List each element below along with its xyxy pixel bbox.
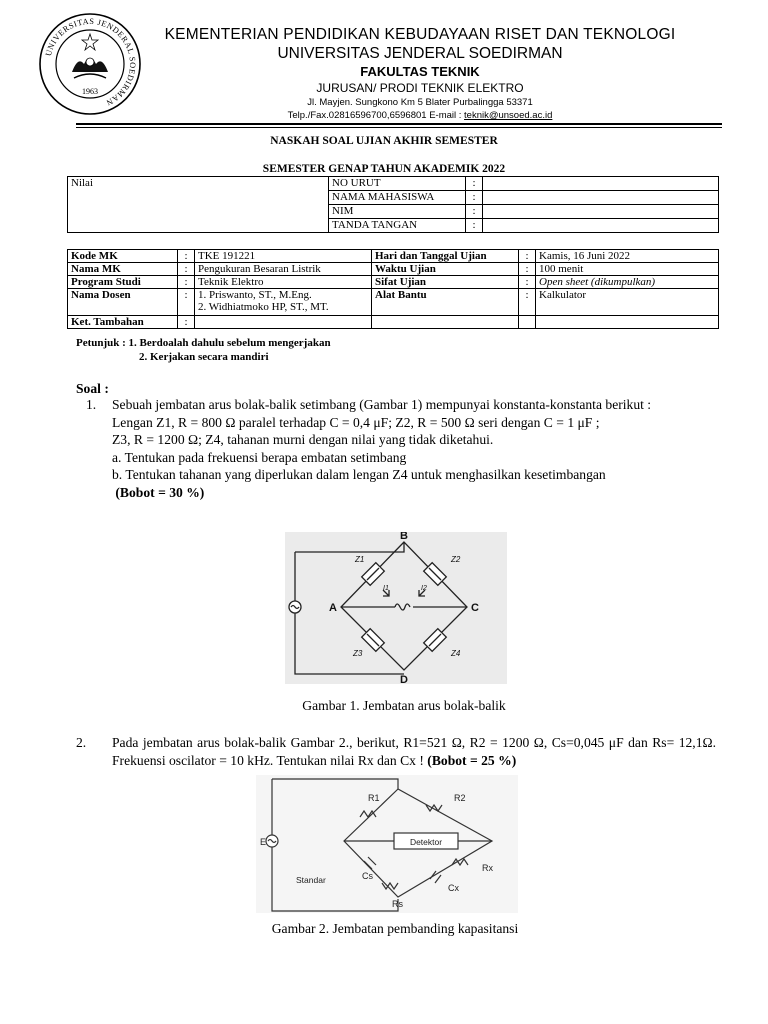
university-seal-icon [38, 12, 142, 116]
tanda-tangan-field[interactable] [483, 219, 719, 233]
svg-text:E: E [260, 837, 267, 847]
hari-value: Kamis, 16 Juni 2022 [536, 250, 719, 263]
svg-text:Rs: Rs [392, 899, 403, 909]
prodi-value: Teknik Elektro [195, 276, 372, 289]
logo-ring-text: UNIVERSITAS JENDERAL SOEDIRMAN [43, 16, 138, 108]
nama-mk-value: Pengukuran Besaran Listrik [195, 263, 372, 276]
header-rule [76, 123, 722, 125]
svg-text:Z4: Z4 [451, 649, 461, 658]
id-label: NIM [329, 205, 466, 219]
contact-line: Telp./Fax.02816596700,6596801 E-mail : teknik@unsoed.ac.id [287, 110, 553, 121]
question-number: 2. [76, 735, 87, 750]
figure-1-bridge-diagram [285, 532, 507, 684]
question-1-text: Sebuah jembatan arus bolak-balik setimbang (Gambar 1) mempunyai konstanta-konstanta berikut : Lengan Z1, R = 800 Ω paralel terhadap C = 0,4 μF; Z2, R = 500 Ω seri dengan C = 1 μF ; Z3, R = 1200 Ω; Z4, tahanan murni dengan nilai yang tidak diketahui. a. Tentukan pada frekuensi berapa embatan setimbang b. Tentukan tahanan yang diperlukan dalam lengan Z4 untuk menghasilkan kesetimbangan (Bobot = 30 %) [112, 397, 652, 500]
svg-text:B: B [400, 532, 408, 542]
alat-value: Kalkulator [536, 289, 719, 316]
dosen-value: 1. Priswanto, ST., M.Eng. 2. Widhiatmoko HP, ST., MT. [195, 289, 372, 316]
id-label: TANDA TANGAN [329, 219, 466, 233]
logo-year: 1963 [82, 87, 98, 96]
id-label: NAMA MAHASISWA [329, 191, 466, 205]
nilai-box: Nilai [68, 177, 329, 233]
kode-mk-value: TKE 191221 [195, 250, 372, 263]
svg-text:R1: R1 [368, 793, 380, 803]
semester-title: SEMESTER GENAP TAHUN AKADEMIK 2022 [262, 163, 506, 175]
department-name: JURUSAN/ PRODI TEKNIK ELEKTRO [316, 81, 524, 95]
instructions: Petunjuk : 1. Berdoalah dahulu sebelum mengerjakan 2. Kerjakan secara mandiri [76, 337, 331, 363]
soal-heading: Soal : [76, 381, 109, 396]
no-urut-field[interactable] [483, 177, 719, 191]
nama-mahasiswa-field[interactable] [483, 191, 719, 205]
address: Jl. Mayjen. Sungkono Km 5 Blater Purbalingga 53371 [307, 97, 533, 108]
student-identity-table: Nilai NO URUT : NAMA MAHASISWA : NIM : TANDA TANGAN : [67, 176, 719, 233]
svg-text:Detektor: Detektor [409, 837, 443, 847]
svg-text:I1: I1 [383, 585, 389, 592]
header-rule-thin [76, 127, 722, 128]
svg-text:Standar: Standar [296, 875, 326, 885]
waktu-value: 100 menit [536, 263, 719, 276]
question-number: 1. [86, 397, 97, 412]
svg-text:Cx: Cx [448, 883, 459, 893]
figure-1-caption: Gambar 1. Jembatan arus bolak-balik [302, 698, 506, 713]
ket-value [195, 316, 372, 329]
figure-2-capacitance-bridge [256, 775, 518, 913]
question-2-text: Pada jembatan arus bolak-balik Gambar 2., berikut, R1=521 Ω, R2 = 1200 Ω, Cs=0,045 μF dan Rs= 12,1Ω. Frekuensi oscilator = 10 kHz. Tentukan nilai Rx dan Cx ! (Bobot = 25 %) [112, 735, 716, 768]
svg-text:Z1: Z1 [355, 555, 365, 564]
figure-2-caption: Gambar 2. Jembatan pembanding kapasitansi [271, 921, 519, 936]
ministry-name: KEMENTERIAN PENDIDIKAN KEBUDAYAAN RISET DAN TEKNOLOGI [164, 26, 676, 43]
svg-text:Cs: Cs [362, 871, 373, 881]
nim-field[interactable] [483, 205, 719, 219]
svg-text:C: C [471, 602, 479, 614]
faculty-name: FAKULTAS TEKNIK [360, 64, 480, 79]
svg-text:Z2: Z2 [451, 555, 461, 564]
svg-text:I2: I2 [421, 585, 427, 592]
svg-text:Rx: Rx [482, 863, 493, 873]
course-info-table: Kode MK : TKE 191221 Hari dan Tanggal Ujian : Kamis, 16 Juni 2022 Nama MK : Pengukuran Besaran Listrik Waktu Ujian : 100 menit Program Studi : Teknik Elektro Sifat Ujian : Open sheet (dikumpulkan) Nama Dosen : 1. Priswanto, ST., M.Eng. 2. Widhiatmoko HP, ST., MT. Alat Bantu : Kalkulator Ket. Tambahan : [67, 249, 719, 329]
email-link[interactable]: teknik@unsoed.ac.id [464, 110, 553, 121]
university-name: UNIVERSITAS JENDERAL SOEDIRMAN [277, 45, 563, 62]
sifat-value: Open sheet (dikumpulkan) [536, 276, 719, 289]
id-label: NO URUT [329, 177, 466, 191]
document-title: NASKAH SOAL UJIAN AKHIR SEMESTER [270, 135, 498, 147]
svg-text:A: A [329, 602, 337, 614]
svg-text:Z3: Z3 [353, 649, 363, 658]
svg-text:D: D [400, 674, 408, 684]
svg-text:R2: R2 [454, 793, 466, 803]
